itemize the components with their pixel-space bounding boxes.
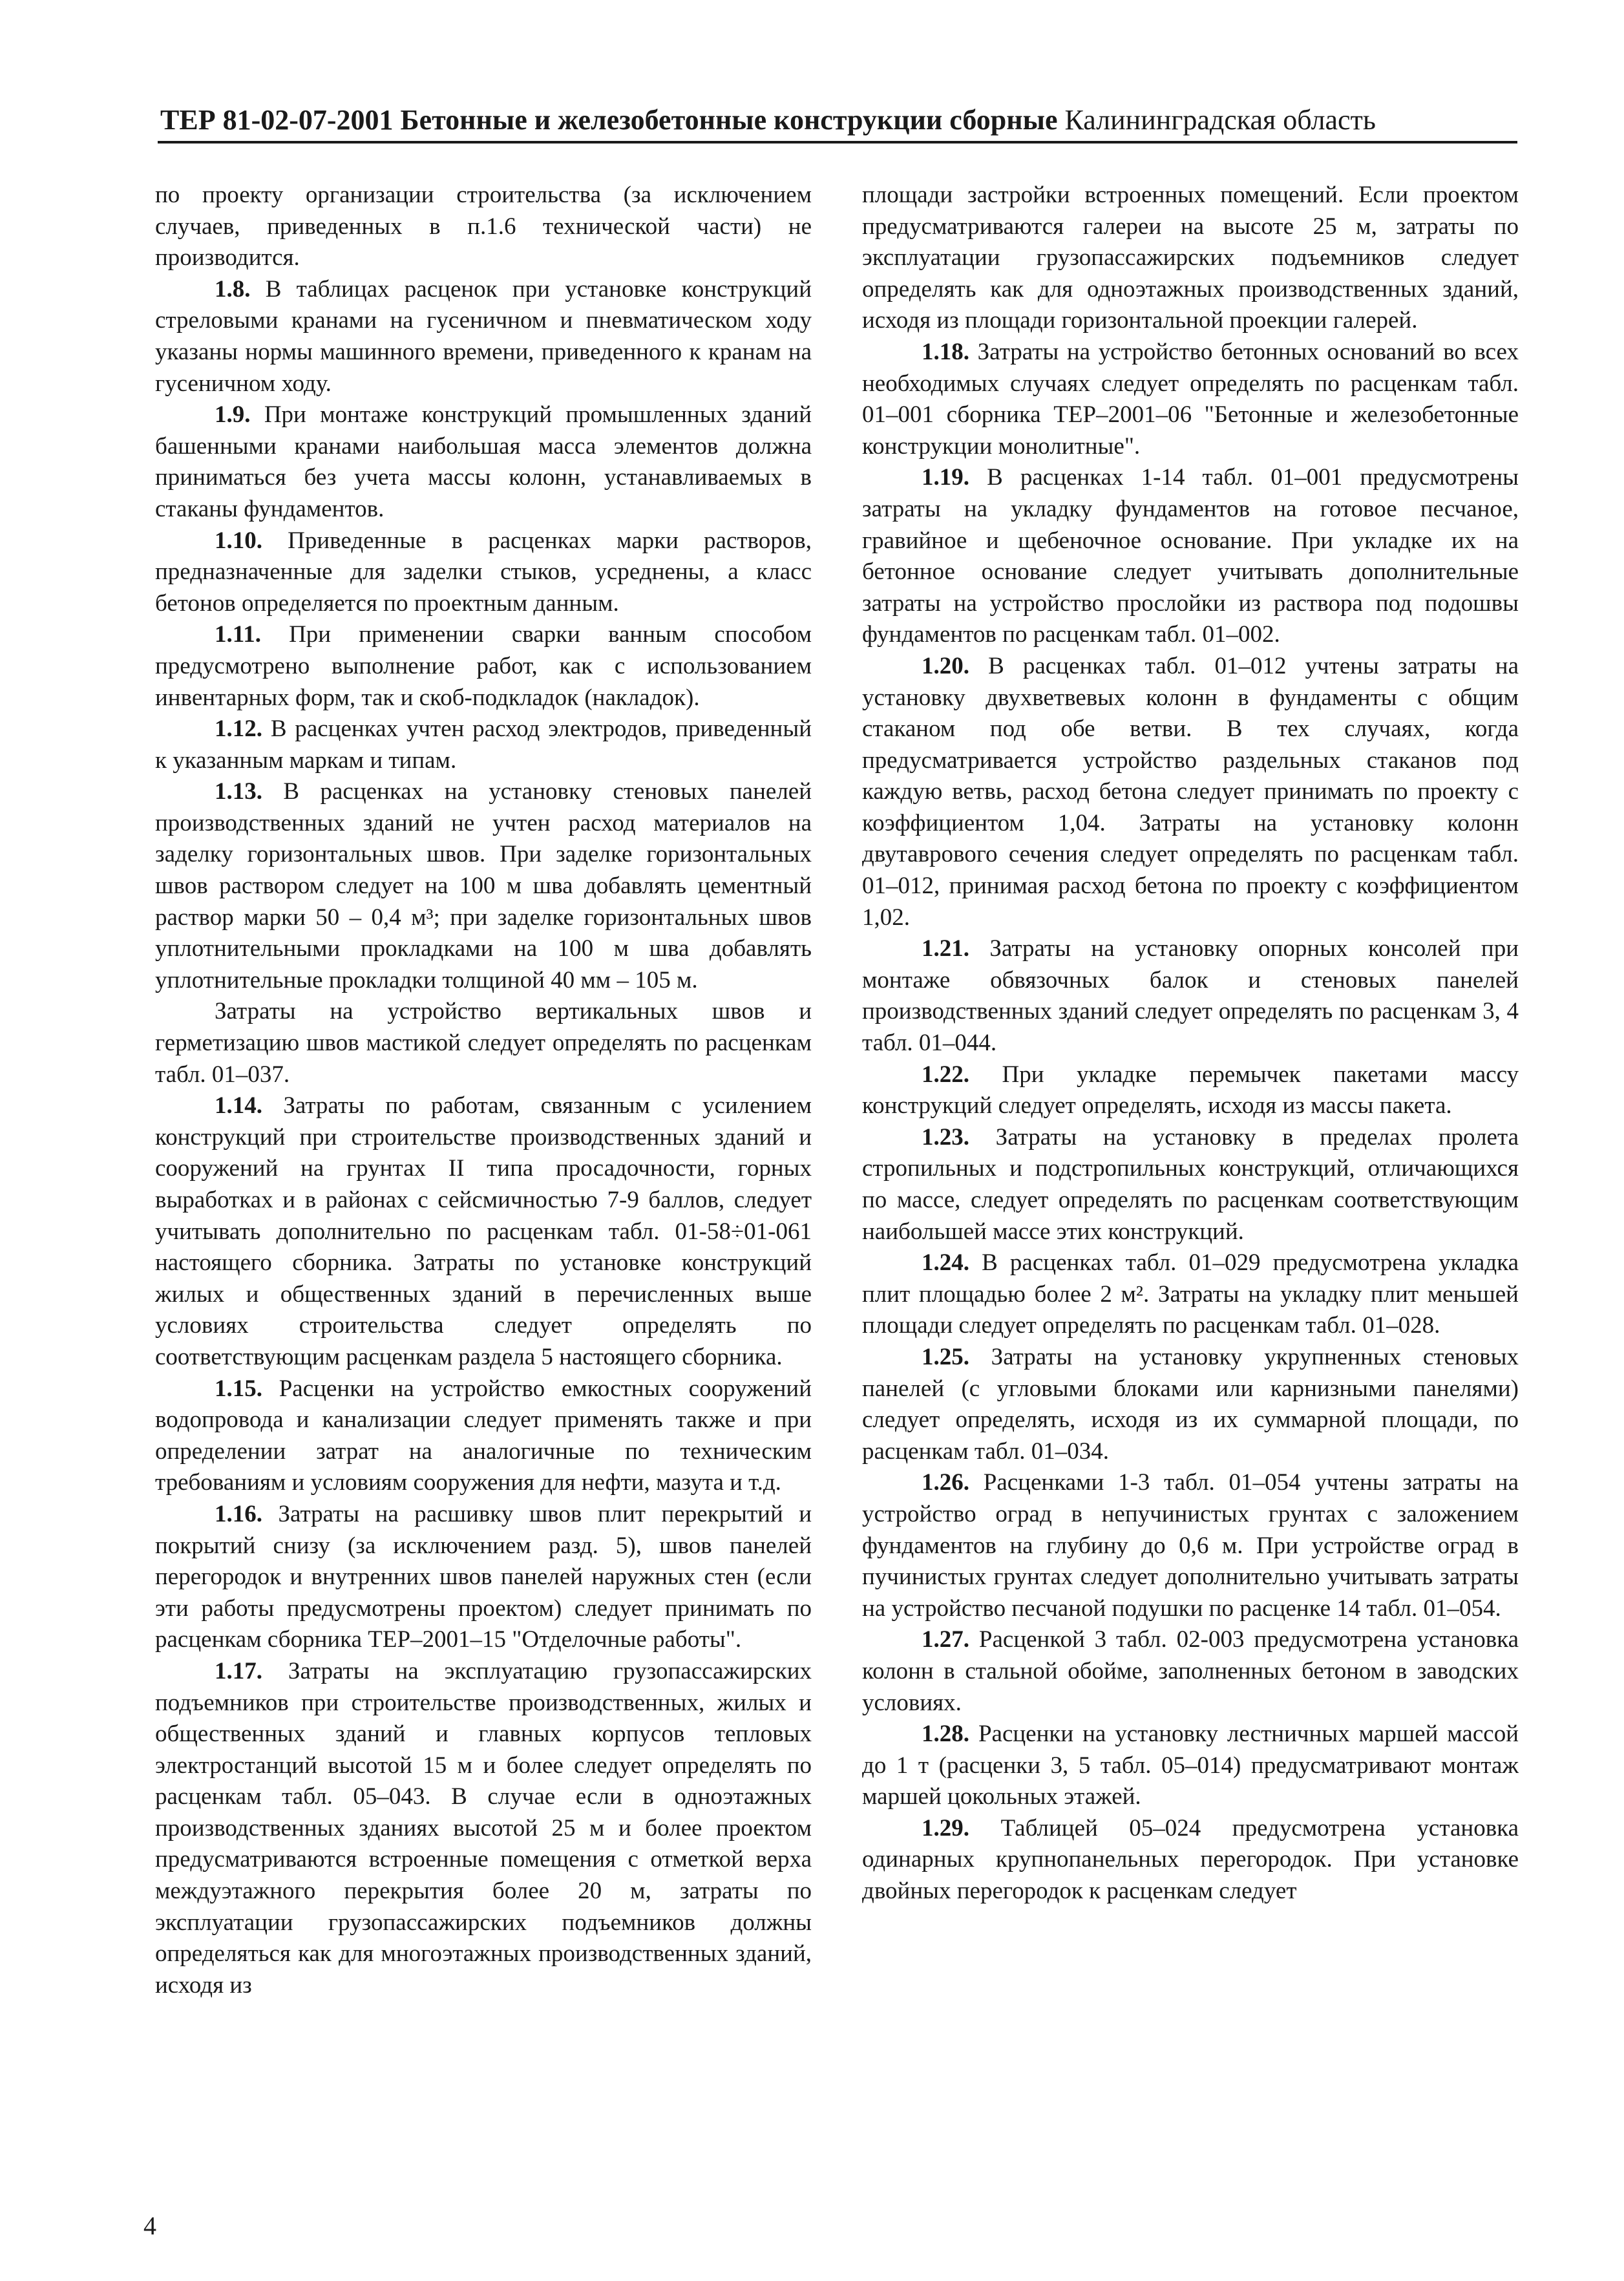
document-code: ТЕР 81-02-07-2001 <box>160 104 394 136</box>
paragraph-1-13-vertical-seams: Затраты на устройство вертикальных швов и герметизацию швов мастикой следует определять по расценкам табл. 01–037. <box>155 998 812 1088</box>
page-number: 4 <box>143 2211 156 2240</box>
paragraph-1-18: 1.18. Затраты на устройство бетонных оснований во всех необходимых случаях следует определять по расценкам табл. 01–001 сборника ТЕР–2001–06 "Бетонные и железобетонные конструкции монолитные". <box>862 338 1519 460</box>
right-column <box>862 180 1519 1907</box>
paragraph-1-16: 1.16. Затраты на расшивку швов плит перекрытий и покрытий снизу (за исключением разд. 5), швов панелей перегородок и внутренних швов панелей наружных стен (если эти работы предусмотрены проектом) следует принимать по расценкам сборника ТЕР–2001–15 "Отделочные работы". <box>155 1500 812 1653</box>
paragraph-1-21: 1.21. Затраты на установку опорных консолей при монтаже обвязочных балок и стеновых панелей производственных зданий следует определять по расценкам 3, 4 табл. 01–044. <box>862 935 1519 1057</box>
paragraph-1-17-continued: площади застройки встроенных помещений. Если проектом предусматриваются галереи на высоте 25 м, затраты по эксплуатации грузопассажирских подъемников следует определять как для одноэтажных производственных зданий, исходя из площади горизонтальной проекции галерей. <box>862 182 1519 334</box>
paragraph-1-26: 1.26. Расценками 1-3 табл. 01–054 учтены затраты на устройство оград в непучинистых грунтах с заложением фундаментов на глубину до 0,6 м. При устройстве оград в пучинистых грунтах следует дополнительно учитывать затраты на устройство песчаной подушки по расценке 14 табл. 01–054. <box>862 1469 1519 1622</box>
paragraph-1-14: 1.14. Затраты по работам, связанным с усилением конструкций при строительстве производственных зданий и сооружений на грунтах II типа просадочности, горных выработках и в районах с сейсмичностью 7-9 баллов, следует учитывать дополнительно по расценкам табл. 01-58÷01-061 настоящего сборника. Затраты по установке конструкций жилых и общественных зданий в перечисленных выше условиях строительства следует определять по соответствующим расценкам раздела 5 настоящего сборника. <box>155 1092 812 1370</box>
running-header <box>160 102 1479 138</box>
paragraph-1-25: 1.25. Затраты на установку укрупненных стеновых панелей (с угловыми блоками или карнизными панелями) следует определять, исходя из их суммарной площади, по расценкам табл. 01–034. <box>862 1343 1519 1465</box>
paragraph-1-12: 1.12. В расценках учтен расход электродов, приведенный к указанным маркам и типам. <box>155 716 812 774</box>
paragraph-1-7-continued: по проекту организации строительства (за исключением случаев, приведенных в п.1.6 технической части) не производится. <box>155 182 812 271</box>
document-region: Калининградская область <box>1064 104 1376 136</box>
paragraph-1-29: 1.29. Таблицей 05–024 предусмотрена установка одинарных крупнопанельных перегородок. При установке двойных перегородок к расценкам следует <box>862 1814 1519 1905</box>
paragraph-1-8: 1.8. В таблицах расценок при установке конструкций стреловыми кранами на гусеничном и пневматическом ходу указаны нормы машинного времени, приведенного к кранам на гусеничном ходу. <box>155 275 812 397</box>
paragraph-1-24: 1.24. В расценках табл. 01–029 предусмотрена укладка плит площадью более 2 м². Затраты на укладку плит меньшей площади следует определять по расценкам табл. 01–028. <box>862 1249 1519 1339</box>
paragraph-1-20: 1.20. В расценках табл. 01–012 учтены затраты на установку двухветвевых колонн в фундаменты с общим стаканом под обе ветви. В тех случаях, когда предусматривается устройство раздельных стаканов под каждую ветвь, расход бетона следует принимать по проекту с коэффициентом 1,04. Затраты на установку колонн двутаврового сечения следует определять по расценкам табл. 01–012, принимая расход бетона по проекту с коэффициентом 1,02. <box>862 652 1519 931</box>
paragraph-1-22: 1.22. При укладке перемычек пакетами массу конструкций следует определять, исходя из массы пакета. <box>862 1061 1519 1119</box>
paragraph-1-27: 1.27. Расценкой 3 табл. 02-003 предусмотрена установка колонн в стальной обойме, заполненных бетоном в заводских условиях. <box>862 1626 1519 1716</box>
paragraph-1-15: 1.15. Расценки на устройство емкостных сооружений водопровода и канализации следует применять также и при определении затрат на аналогичные по техническим требованиям и условиям сооружения для нефти, мазута и т.д. <box>155 1375 812 1496</box>
paragraph-1-11: 1.11. При применении сварки ванным способом предусмотрено выполнение работ, как с использованием инвентарных форм, так и скоб-подкладок (накладок). <box>155 621 812 711</box>
header-rule <box>158 141 1517 143</box>
paragraph-1-10: 1.10. Приведенные в расценках марки растворов, предназначенные для заделки стыков, усреднены, а класс бетонов определяется по проектным данным. <box>155 527 812 617</box>
paragraph-1-9: 1.9. При монтаже конструкций промышленных зданий башенными кранами наибольшая масса элементов должна приниматься без учета массы колонн, устанавливаемых в стаканы фундаментов. <box>155 401 812 522</box>
left-column <box>155 180 812 2001</box>
paragraph-1-13: 1.13. В расценках на установку стеновых панелей производственных зданий не учтен расход материалов на заделку горизонтальных швов. При заделке горизонтальных швов раствором следует на 100 м шва добавлять цементный раствор марки 50 – 0,4 м³; при заделке горизонтальных швов уплотнительными прокладками на 100 м шва добавлять уплотнительные прокладки толщиной 40 мм – 105 м. <box>155 778 812 993</box>
paragraph-1-17: 1.17. Затраты на эксплуатацию грузопассажирских подъемников при строительстве производственных, жилых и общественных зданий и главных корпусов тепловых электростанций высотой 15 м и более следует определять по расценкам табл. 05–043. В случае если в одноэтажных производственных зданиях высотой 25 м и более проектом предусматриваются встроенные помещения с отметкой верха междуэтажного перекрытия более 20 м, затраты по эксплуатации грузопассажирских подъемников должны определяться как для многоэтажных производственных зданий, исходя из <box>155 1657 812 1999</box>
paragraph-1-23: 1.23. Затраты на установку в пределах пролета стропильных и подстропильных конструкций, отличающихся по массе, следует определять по расценкам соответствующим наибольшей массе этих конструкций. <box>862 1123 1519 1245</box>
paragraph-1-19: 1.19. В расценках 1-14 табл. 01–001 предусмотрены затраты на укладку фундаментов на готовое песчаное, гравийное и щебеночное основание. При укладке их на бетонное основание следует учитывать дополнительные затраты на устройство прослойки из раствора под подошвы фундаментов по расценкам табл. 01–002. <box>862 464 1519 648</box>
document-title: Бетонные и железобетонные конструкции сборные <box>400 104 1058 136</box>
paragraph-1-28: 1.28. Расценки на установку лестничных маршей массой до 1 т (расценки 3, 5 табл. 05–014) предусматривают монтаж маршей цокольных этажей. <box>862 1721 1519 1810</box>
